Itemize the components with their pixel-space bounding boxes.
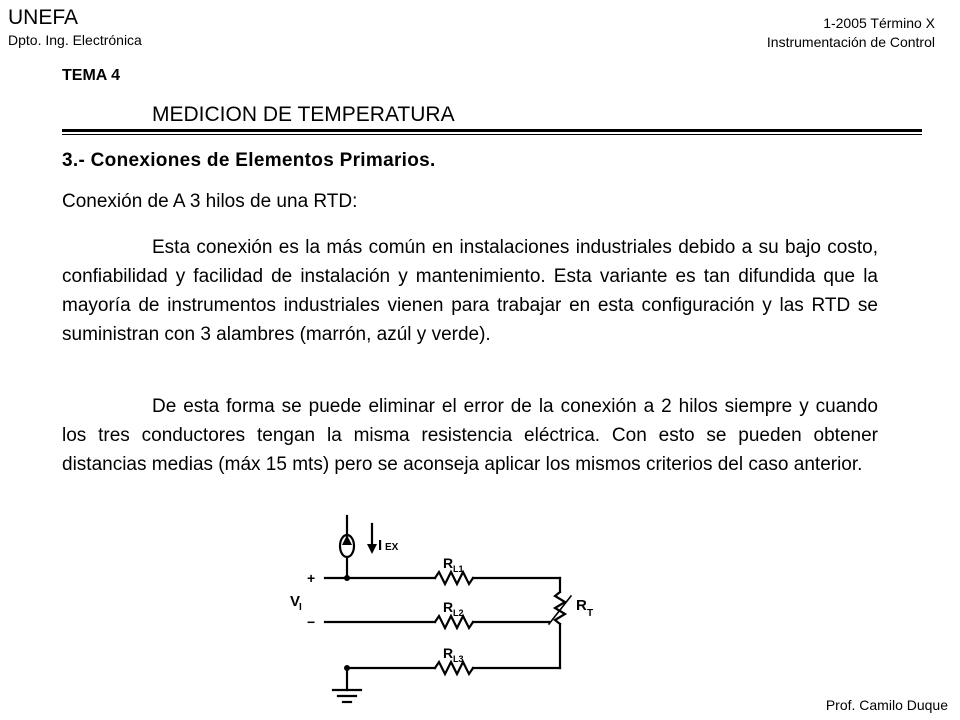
paragraph-1 xyxy=(62,233,878,349)
subsection-heading: Conexión de A 3 hilos de una RTD: xyxy=(62,191,358,212)
rl3-label-sub: L3 xyxy=(453,654,464,664)
rtd-3-wire-circuit-diagram xyxy=(285,512,615,720)
section-heading: 3.- Conexiones de Elementos Primarios. xyxy=(62,150,436,171)
voltage-label-sub: I xyxy=(299,602,302,613)
institution-name: UNEFA xyxy=(8,6,79,29)
rt-label-sub: T xyxy=(587,608,594,619)
minus-terminal: − xyxy=(307,614,316,630)
paragraph-1-text: Esta conexión es la más común en instalaciones industriales debido a su bajo costo, confiabilidad y facilidad de instalación y mantenimiento. Esta variante es tan difundida que la mayoría de instrumentos industriales vienen para trabajar en esta configuración y las RTD se suministran con 3 alambres (marrón, azúl y verde). xyxy=(62,237,878,345)
term-label: 1-2005 Término X xyxy=(823,15,935,31)
voltage-label: V xyxy=(290,593,301,610)
plus-terminal: + xyxy=(307,570,316,586)
rtd-resistor-zigzag xyxy=(555,592,565,624)
current-label-sub: EX xyxy=(385,542,399,553)
rl1-label: R xyxy=(443,555,454,571)
author-footer: Prof. Camilo Duque xyxy=(825,697,948,713)
course-name: Instrumentación de Control xyxy=(766,34,935,50)
topic-label: TEMA 4 xyxy=(62,67,121,84)
title-divider-thick xyxy=(62,129,922,132)
rl2-label-sub: L2 xyxy=(453,608,464,618)
current-arrow-icon xyxy=(367,544,377,554)
department-name: Dpto. Ing. Electrónica xyxy=(8,32,142,48)
junction-dot-bottom xyxy=(344,665,350,671)
page-title: MEDICION DE TEMPERATURA xyxy=(152,103,455,126)
rt-label: R xyxy=(576,597,587,614)
current-label: I xyxy=(378,537,383,554)
rl2-label: R xyxy=(443,599,454,615)
rl1-label-sub: L1 xyxy=(453,564,464,574)
junction-dot-top xyxy=(344,575,350,581)
rl3-label: R xyxy=(443,645,454,661)
paragraph-2 xyxy=(62,392,878,479)
title-divider-thin xyxy=(62,134,922,135)
paragraph-2-text: De esta forma se puede eliminar el error de la conexión a 2 hilos siempre y cuando los tres conductores tengan la misma resistencia eléctrica. Con esto se pueden obtener distancias medias (máx 15 mts) pero se aconseja aplicar los mismos criterios del caso anterior. xyxy=(62,396,878,475)
